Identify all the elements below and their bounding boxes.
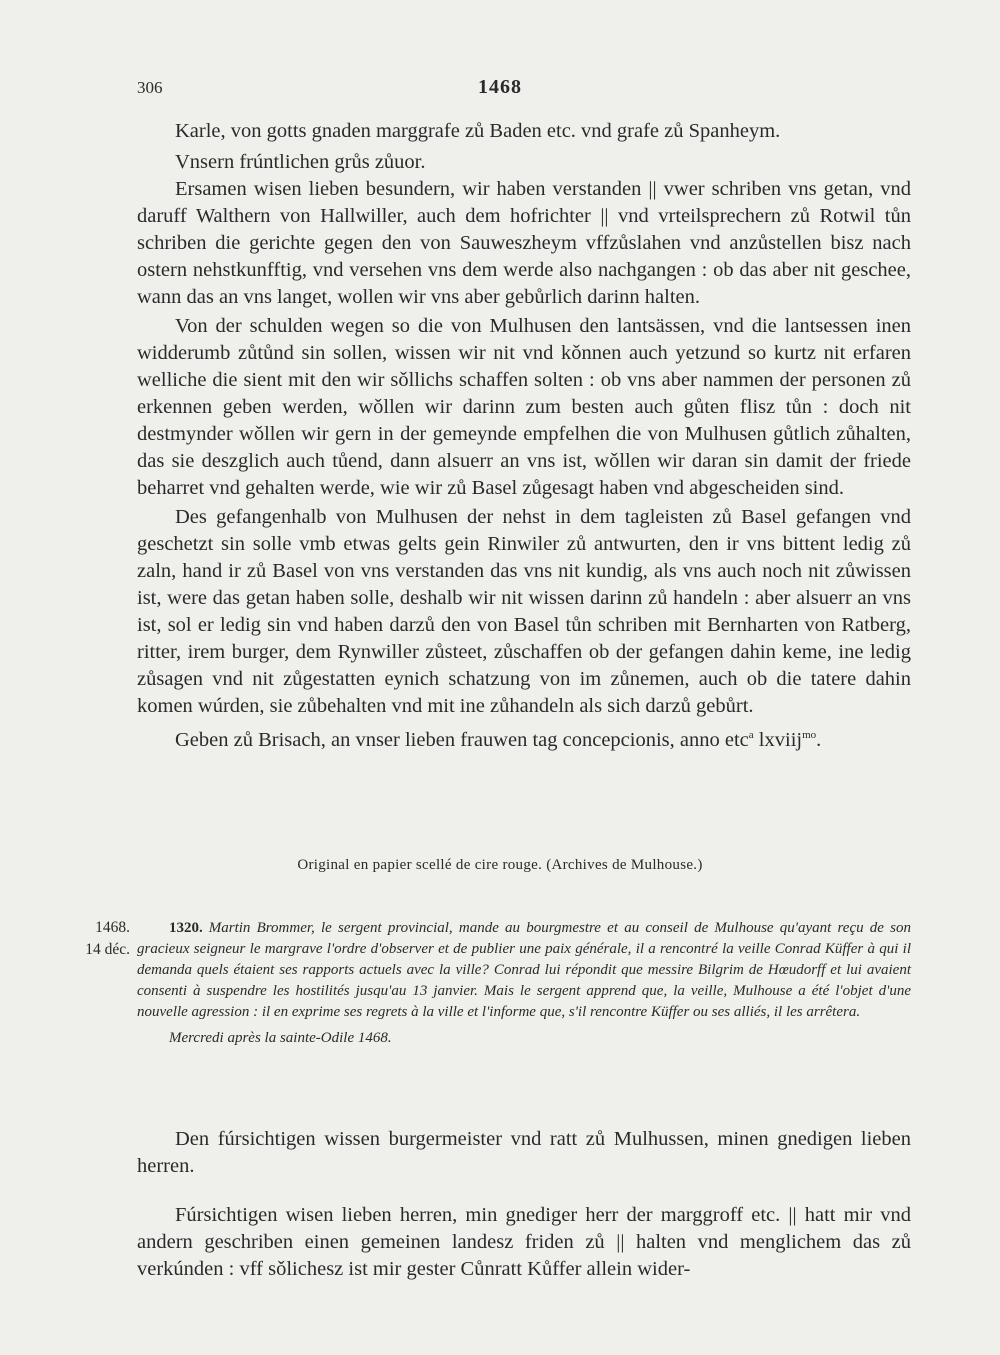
letter-2: [137, 1126, 911, 1283]
source-note: Original en papier scellé de cire rouge. (Archives de Mulhouse.): [297, 857, 703, 873]
letter-1-paragraph-2: Von der schulden wegen so die von Mulhusen den lantsässen, vnd die lantsessen inen widderumb zůtůnd sin sollen, wissen wir nit vnd kǒnnen auch yetzund so kurtz nit erfaren welliche die sient mit den wir sǒllichs schaffen solten : ob vns aber nammen der personen zů erkennen geben werden, wǒllen wir darinn zum besten auch gůten flisz tůn : doch nit destmynder wǒllen wir gern in der gemeynde empfelhen die von Mulhusen gůtlich zůhalten, das sie deszglich auch tůend, dann alsuerr an vns ist, wǒllen wir daran sin damit der friede beharret vnd gehalten werde, wie wir zů Basel zůgesagt haben vnd abgescheiden sind.: [137, 315, 911, 499]
letter-1-address: Karle, von gotts gnaden marggrafe zů Baden etc. vnd grafe zů Spanheym.: [175, 120, 781, 142]
letter-1-closing: [137, 722, 911, 754]
margin-year: 1468.: [95, 919, 130, 936]
letter-1-greeting: Vnsern frúntlichen grůs zůuor.: [175, 151, 426, 173]
letter-2-address: Den fúrsichtigen wissen burgermeister vnd ratt zů Mulhussen, minen gnedigen lieben herren.: [137, 1128, 911, 1177]
margin-day: 14 déc.: [85, 941, 130, 958]
letter-2-paragraph-1: Fúrsichtigen wisen lieben herren, min gnediger herr der marggroff etc. || hatt mir vnd andern geschriben einen gemeinen landesz friden zů || halten vnd menglichem das zů verkúnden : vff sǒlichesz ist mir gester Cůnratt Kůffer allein wider-: [137, 1204, 911, 1280]
letter-1: [137, 118, 911, 754]
regest-date-line: Mercredi après la sainte-Odile 1468.: [169, 1030, 392, 1046]
closing-tail: .: [816, 728, 822, 751]
page-year-heading: 1468: [478, 76, 522, 98]
regest-summary: Martin Brommer, le sergent provincial, mande au bourgmestre et au conseil de Mulhouse qu'ayant reçu de son gracieux seigneur le margrave l'ordre d'observer et de publier une paix générale, il a rencontré la veille Conrad Küffer à qui il demanda quels étaient ses rapports actuels avec la ville? Conrad lui répondit que messire Bilgrim de Hœudorff et lui avaient consenti à suspendre les hostilités jusqu'au 13 janvier. Mais le sergent apprend que, la veille, Mulhouse a été l'objet d'une nouvelle agression : il en exprime ses regrets à la ville et l'informe que, s'il rencontre Küffer ou ses alliés, il les arrêtera.: [137, 920, 911, 1020]
regest-number: 1320.: [169, 920, 203, 936]
closing-end-sup: mo: [802, 729, 817, 741]
page-number: 306: [137, 78, 163, 97]
closing-text: Geben zů Brisach, an vnser lieben frauwen tag concepcionis, anno etc: [175, 728, 749, 751]
letter-1-paragraph-1: Ersamen wisen lieben besundern, wir haben verstanden || vwer schriben vns getan, vnd daruff Walthern von Hallwiller, auch dem hofrichter || vnd vrteilsprechern zů Rotwil tůn schriben die gerichte gegen den von Sauweszheym vffzůslahen vnd anzůstellen bisz nach ostern nehstkunfftig, vnd versehen vns dem werde also nachgangen : ob das aber nit geschee, wann das an vns langet, wollen wir vns aber gebůrlich darinn halten.: [137, 178, 911, 308]
closing-sup: a: [748, 729, 754, 741]
regest-1320: [137, 918, 911, 1049]
letter-1-paragraph-3: Des gefangenhalb von Mulhusen der nehst in dem tagleisten zů Basel gefangen vnd geschetzt sin solle vmb etwas gelts gein Rinwiler zů antwurten, den ir vns bittent ledig zů zaln, hand ir zů Basel von vns verstanden das vns nit kundig, als vns auch noch nit zůwissen ist, were das getan haben solle, deshalb wir nit wissen darinn zů handeln : aber alsuerr an vns ist, sol er ledig sin vnd haben darzů den von Basel tůn schriben mit Bernharten von Ratberg, ritter, irem burger, dem Rynwiller zůsteet, zůschaffen ob der gefangen dahin keme, ine ledig zůsagen vnd nit zůgestatten eynich schatzung von im zůnemen, auch ob die tatere dahin komen wúrden, sie zůbehalten vnd mit ine zůhandeln als sich darzů gebůrt.: [137, 506, 911, 717]
closing-end: lxviij: [753, 728, 803, 751]
